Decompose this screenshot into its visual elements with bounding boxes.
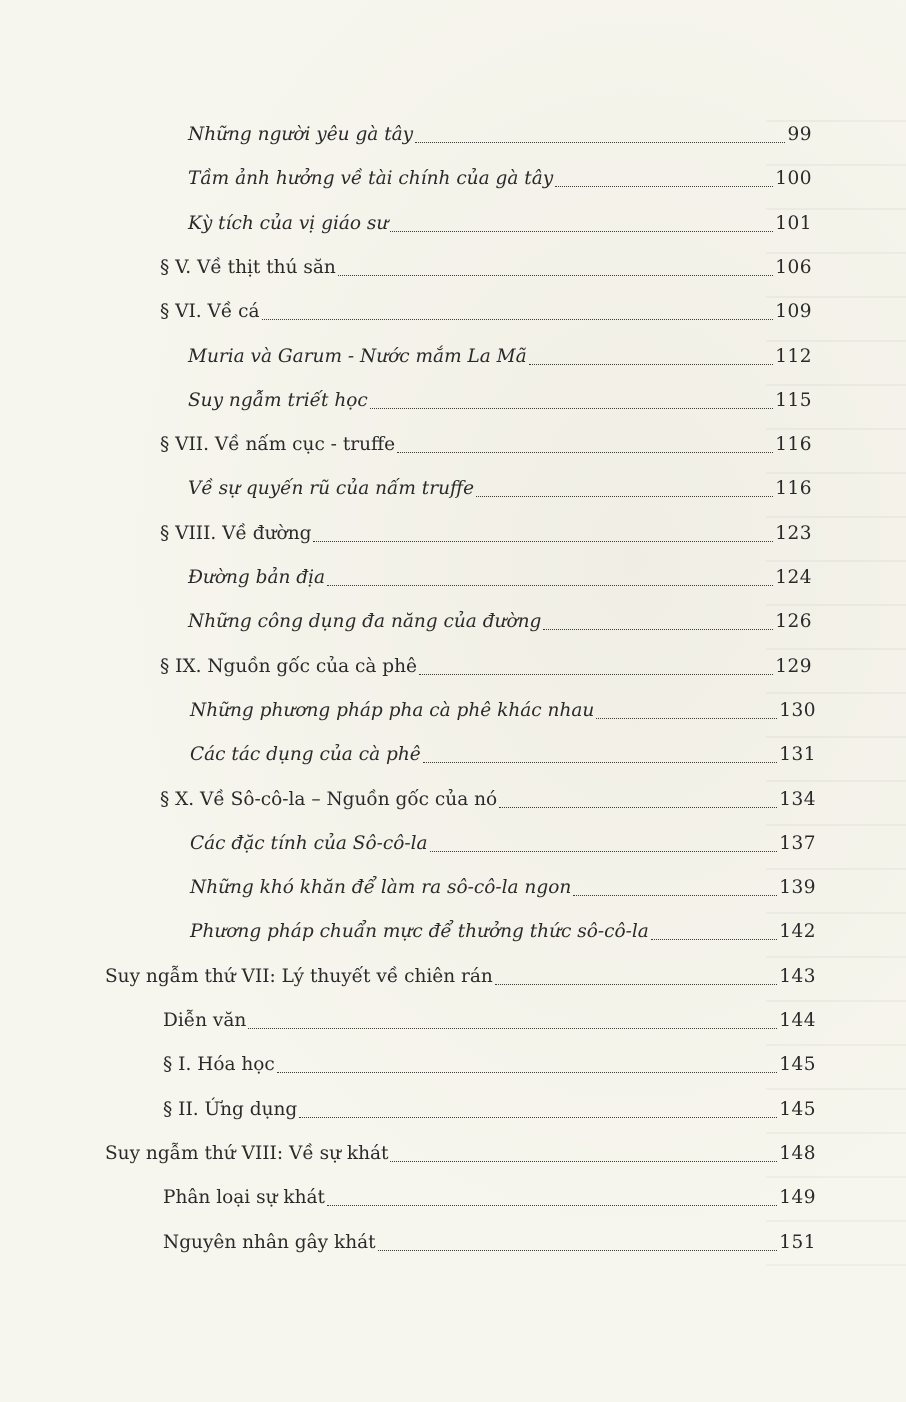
toc-entry: [160, 432, 812, 458]
dot-leader: [390, 231, 773, 232]
dot-leader: [476, 496, 773, 497]
toc-entry-title: Những người yêu gà tây: [188, 124, 414, 145]
toc-entry-title: § V. Về thịt thú săn: [160, 256, 336, 278]
toc-entry-title: § X. Về Sô-cô-la – Nguồn gốc của nó: [160, 788, 498, 810]
toc-entry-page-number: 99: [787, 124, 812, 145]
dot-leader: [495, 984, 777, 985]
toc-entry-title: § VI. Về cá: [160, 301, 260, 323]
toc-entry: [105, 1141, 816, 1167]
toc-entry-title: Suy ngẫm thứ VII: Lý thuyết về chiên rán: [105, 965, 493, 987]
dot-leader: [313, 541, 773, 542]
toc-entry: [190, 698, 816, 724]
toc-entry: [163, 1097, 816, 1123]
toc-entry-title: Diễn văn: [163, 1010, 247, 1031]
toc-entry: [190, 919, 816, 945]
toc-entry: [190, 742, 816, 768]
dot-leader: [499, 807, 777, 808]
toc-entry-page-number: 115: [775, 389, 812, 411]
toc-entry: [188, 344, 812, 370]
toc-entry-page-number: 106: [775, 256, 812, 278]
toc-entry-page-number: 116: [775, 478, 812, 500]
dot-leader: [555, 186, 773, 187]
toc-entry-page-number: 137: [779, 832, 816, 854]
dot-leader: [397, 452, 773, 453]
toc-entry-page-number: 148: [779, 1142, 816, 1164]
toc-entry-page-number: 116: [775, 434, 812, 456]
toc-entry-title: Về sự quyến rũ của nấm truffe: [188, 478, 475, 500]
toc-entry: [163, 1185, 816, 1211]
toc-entry-title: § VIII. Về đường: [160, 522, 312, 544]
dot-leader: [262, 319, 774, 320]
toc-entry-title: Phân loại sự khát: [163, 1187, 325, 1209]
dot-leader: [299, 1117, 777, 1118]
toc-entry-title: § VII. Về nấm cục - truffe: [160, 434, 396, 456]
toc-entry-title: Các đặc tính của Sô-cô-la: [190, 832, 428, 854]
dot-leader: [327, 585, 773, 586]
toc-entry-title: Nguyên nhân gây khát: [163, 1231, 376, 1253]
dot-leader: [423, 762, 777, 763]
toc-entry: [163, 1230, 816, 1256]
toc-entry-title: Suy ngẫm triết học: [188, 389, 368, 411]
dot-leader: [419, 674, 773, 675]
toc-entry-title: § II. Ứng dụng: [163, 1098, 298, 1120]
toc-entry-page-number: 149: [779, 1187, 816, 1209]
toc-entry-page-number: 112: [775, 345, 812, 367]
toc-entry-title: Muria và Garum - Nước mắm La Mã: [188, 345, 527, 367]
toc-entry-page-number: 129: [775, 655, 812, 677]
toc-entry: [160, 255, 812, 281]
toc-entry-title: Suy ngẫm thứ VIII: Về sự khát: [105, 1142, 389, 1164]
toc-entry-page-number: 134: [779, 788, 816, 810]
toc-entry-title: § I. Hóa học: [163, 1054, 275, 1076]
toc-entry: [188, 609, 812, 635]
toc-entry-page-number: 126: [775, 611, 812, 633]
toc-entry: [188, 388, 812, 414]
toc-entry: [160, 787, 816, 813]
toc-entry: [190, 831, 816, 857]
toc-entry-title: Phương pháp chuẩn mực để thưởng thức sô-cô-la: [190, 921, 649, 943]
dot-leader: [338, 275, 773, 276]
toc-entry-page-number: 145: [779, 1098, 816, 1120]
toc-entry-page-number: 100: [775, 168, 812, 190]
toc-entry-page-number: 101: [775, 212, 812, 234]
toc-entry-title: Kỳ tích của vị giáo sư: [188, 212, 389, 234]
toc-entry-page-number: 124: [775, 567, 812, 588]
dot-leader: [370, 408, 773, 409]
toc-entry: [190, 875, 816, 901]
toc-entry-title: Tầm ảnh hưởng về tài chính của gà tây: [188, 168, 554, 190]
toc-entry-title: § IX. Nguồn gốc của cà phê: [160, 655, 417, 677]
toc-entry-page-number: 109: [775, 301, 812, 323]
toc-entry: [160, 299, 812, 325]
toc-entry-title: Những công dụng đa năng của đường: [188, 611, 542, 633]
toc-entry: [188, 565, 812, 591]
toc-entry-page-number: 130: [779, 699, 816, 721]
toc-entry-title: Những khó khăn để làm ra sô-cô-la ngon: [190, 877, 572, 899]
toc-entry-page-number: 142: [779, 921, 816, 943]
dot-leader: [596, 718, 777, 719]
dot-leader: [248, 1028, 777, 1029]
dot-leader: [529, 364, 774, 365]
toc-entry-page-number: 143: [779, 965, 816, 987]
toc-entry: [160, 521, 812, 547]
toc-entry-page-number: 131: [779, 744, 816, 766]
toc-entry-page-number: 145: [779, 1054, 816, 1076]
dot-leader: [651, 939, 777, 940]
dot-leader: [415, 142, 785, 143]
dot-leader: [277, 1072, 777, 1073]
toc-entry: [160, 654, 812, 680]
toc-entry-title: Đường bản địa: [188, 567, 326, 588]
toc-entry-page-number: 139: [779, 877, 816, 899]
toc-entry: [163, 1008, 816, 1034]
toc-entry: [188, 476, 812, 502]
toc-entry-page-number: 151: [779, 1231, 816, 1253]
dot-leader: [327, 1205, 777, 1206]
toc-entry-title: Các tác dụng của cà phê: [190, 744, 421, 766]
toc-entry: [188, 211, 812, 237]
dot-leader: [378, 1250, 778, 1251]
toc-entry: [188, 122, 812, 148]
dot-leader: [573, 895, 777, 896]
toc-entry-page-number: 144: [779, 1010, 816, 1031]
dot-leader: [390, 1161, 777, 1162]
toc-entry-page-number: 123: [775, 522, 812, 544]
dot-leader: [430, 851, 778, 852]
dot-leader: [543, 629, 773, 630]
toc-entry: [163, 1052, 816, 1078]
toc-entry: [188, 166, 812, 192]
toc-entry: [105, 964, 816, 990]
toc-entry-title: Những phương pháp pha cà phê khác nhau: [190, 699, 595, 721]
